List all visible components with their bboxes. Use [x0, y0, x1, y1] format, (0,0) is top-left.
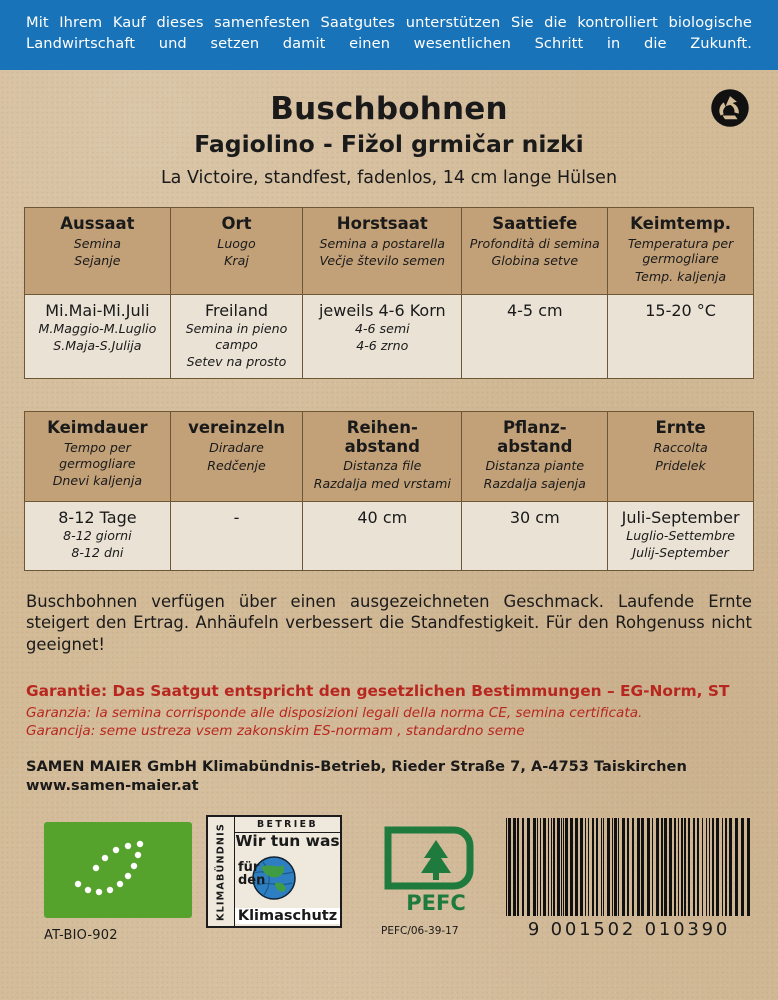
table-header-cell: [303, 412, 462, 501]
value-main: 8-12 Tage: [58, 507, 137, 527]
table-value-cell: [303, 501, 462, 570]
growing-table-2: [24, 411, 754, 570]
company-address: SAMEN MAIER GmbH Klimabündnis-Betrieb, Rieder Straße 7, A-4753 Taiskirchen: [26, 758, 687, 776]
header-main: Saattiefe: [492, 214, 578, 234]
header-sub-sl: Kraj: [224, 253, 249, 269]
klima-line1: Wir tun was: [235, 832, 340, 851]
value-sub-it: Semina in pieno campo: [185, 321, 288, 352]
value-sub-sl: Setev na prosto: [186, 353, 287, 369]
table-header-cell: [25, 208, 171, 295]
table-value-cell: [303, 294, 462, 379]
table-header-cell: [170, 208, 302, 295]
variety-description: La Victoire, standfest, fadenlos, 14 cm lange Hülsen: [160, 168, 618, 189]
klima-line2-group: [238, 861, 265, 887]
header-sub-sl: Razdalja med vrstami: [313, 476, 451, 492]
company-block: [26, 758, 752, 796]
table-value-cell: [25, 501, 171, 570]
value-main: 15-20 °C: [645, 300, 716, 320]
table-value-cell: [25, 294, 171, 379]
top-banner: [0, 0, 778, 70]
header-sub-sl: Pridelek: [655, 457, 706, 473]
header-sub-sl: Razdalja sajenja: [483, 476, 586, 492]
company-website[interactable]: www.samen-maier.at: [26, 777, 199, 795]
guarantee-main: Garantie: Das Saatgut entspricht den gesetzlichen Bestimmungen – EG-Norm, ST: [26, 682, 730, 701]
header-sub-sl: Večje število semen: [319, 253, 446, 269]
klima-betrieb-label: BETRIEB: [235, 817, 340, 833]
klima-sidebar: [208, 817, 235, 926]
header-main: Horstsaat: [336, 214, 428, 234]
header-main: Keimtemp.: [630, 214, 732, 234]
header-main: Aussaat: [60, 214, 135, 234]
pefc-tree-icon: [376, 822, 496, 922]
klima-line2: für: [238, 860, 260, 876]
klima-line3: den: [238, 873, 266, 889]
value-sub-sl: Julij-September: [632, 544, 729, 560]
header-sub-it: Distanza piante: [485, 458, 585, 474]
value-main: Freiland: [204, 300, 269, 320]
table-header-cell: [462, 208, 608, 295]
guarantee-italian: Garanzia: la semina corrisponde alle disposizioni legali della norma CE, semina certificata.: [26, 704, 643, 721]
header-sub-it: Profondità di semina: [469, 235, 600, 251]
value-main: 4-5 cm: [506, 300, 563, 320]
header-main: Keimdauer: [47, 418, 148, 438]
pefc-logo: [376, 822, 496, 922]
eu-leaf-stars: [44, 822, 192, 918]
recycle-arrow-icon: [710, 88, 750, 128]
eu-organic-leaf-logo: [44, 822, 192, 918]
table-value-cell: [462, 294, 608, 379]
sowing-table-1: [24, 207, 754, 379]
table-row: [25, 208, 754, 295]
header-sub-it: Semina: [73, 235, 121, 251]
header-main: vereinzeln: [188, 418, 285, 438]
table-header-cell: [608, 412, 754, 501]
header-sub-it: Distanza file: [343, 458, 422, 474]
table-header-cell: [462, 412, 608, 501]
header-sub-sl: Redčenje: [207, 457, 266, 473]
table-row: [25, 501, 754, 570]
variety-notes: Buschbohnen verfügen über einen ausgezeichneten Geschmack. Laufende Ernte steigert den Ertrag. Anhäufeln verbessert die Standfestigkeit. Für den Rohgenuss nicht geeignet!: [26, 591, 752, 655]
header-sub-it: Temperatura per germogliare: [627, 235, 734, 267]
value-sub-sl: S.Maja-S.Julija: [53, 337, 142, 353]
header-sub-it: Raccolta: [653, 439, 708, 455]
value-sub-it: M.Maggio-M.Luglio: [38, 321, 157, 337]
table-row: [25, 412, 754, 501]
header-sub-it: Semina a postarella: [319, 235, 446, 251]
table-value-cell: [170, 501, 302, 570]
page-title: Buschbohnen: [270, 91, 508, 127]
logo-row: [26, 810, 752, 960]
table-value-cell: [170, 294, 302, 379]
banner-text: Mit Ihrem Kauf dieses samenfesten Saatgutes unterstützen Sie die kontrolliert biologische Landwirtschaft und setzen damit einen wesentlichen Schritt in die Zukunft.: [26, 14, 752, 53]
value-main: -: [233, 507, 240, 527]
guarantee-block: [26, 682, 752, 740]
eu-organic-code: AT-BIO-902: [44, 928, 118, 944]
table-value-cell: [462, 501, 608, 570]
header-sub-it: Tempo per germogliare: [59, 439, 136, 471]
header-sub-it: Diradare: [209, 439, 264, 455]
table-value-cell: [608, 294, 754, 379]
table-header-cell: [608, 208, 754, 295]
header-sub-sl: Temp. kaljenja: [635, 269, 727, 285]
value-sub-it: 8-12 giorni: [63, 528, 132, 544]
value-sub-it: Luglio-Settembre: [626, 528, 735, 544]
klimabuendnis-logo: [206, 815, 342, 928]
header-main: Reihen-abstand: [344, 418, 420, 456]
value-main: Juli-September: [621, 507, 740, 527]
barcode-digits: 9 001502 010390: [527, 919, 731, 941]
klima-vertical-text: KLIMABÜNDNIS: [215, 822, 227, 921]
klima-line4: Klimaschutz: [235, 908, 340, 924]
ean13-barcode: [506, 818, 752, 940]
table-value-cell: [608, 501, 754, 570]
table-header-cell: [170, 412, 302, 501]
svg-text:PEFC: PEFC: [406, 891, 466, 916]
pefc-code: PEFC/06-39-17: [381, 925, 459, 938]
value-sub-sl: 4-6 zrno: [356, 337, 409, 353]
value-main: jeweils 4-6 Korn: [318, 300, 446, 320]
header-sub-sl: Sejanje: [74, 253, 121, 269]
page-subtitle: Fagiolino - Fižol grmičar nizki: [194, 130, 584, 159]
value-main: Mi.Mai-Mi.Juli: [45, 300, 150, 320]
header-main: Ort: [221, 214, 252, 234]
barcode-bars: [506, 818, 752, 916]
guarantee-slovenian: Garancija: seme ustreza vsem zakonskim ES-normam , standardno seme: [26, 722, 525, 739]
header-sub-it: Luogo: [217, 235, 256, 251]
header-main: Pflanz-abstand: [497, 418, 573, 456]
header-block: [0, 70, 778, 189]
table-header-cell: [25, 412, 171, 501]
value-sub-sl: 8-12 dni: [71, 544, 124, 560]
value-main: 40 cm: [357, 507, 408, 527]
table-row: [25, 294, 754, 379]
table-header-cell: [303, 208, 462, 295]
header-sub-sl: Dnevi kaljenja: [52, 473, 143, 489]
header-sub-sl: Globina setve: [491, 253, 579, 269]
header-main: Ernte: [655, 418, 706, 438]
value-main: 30 cm: [509, 507, 560, 527]
value-sub-it: 4-6 semi: [354, 321, 410, 337]
